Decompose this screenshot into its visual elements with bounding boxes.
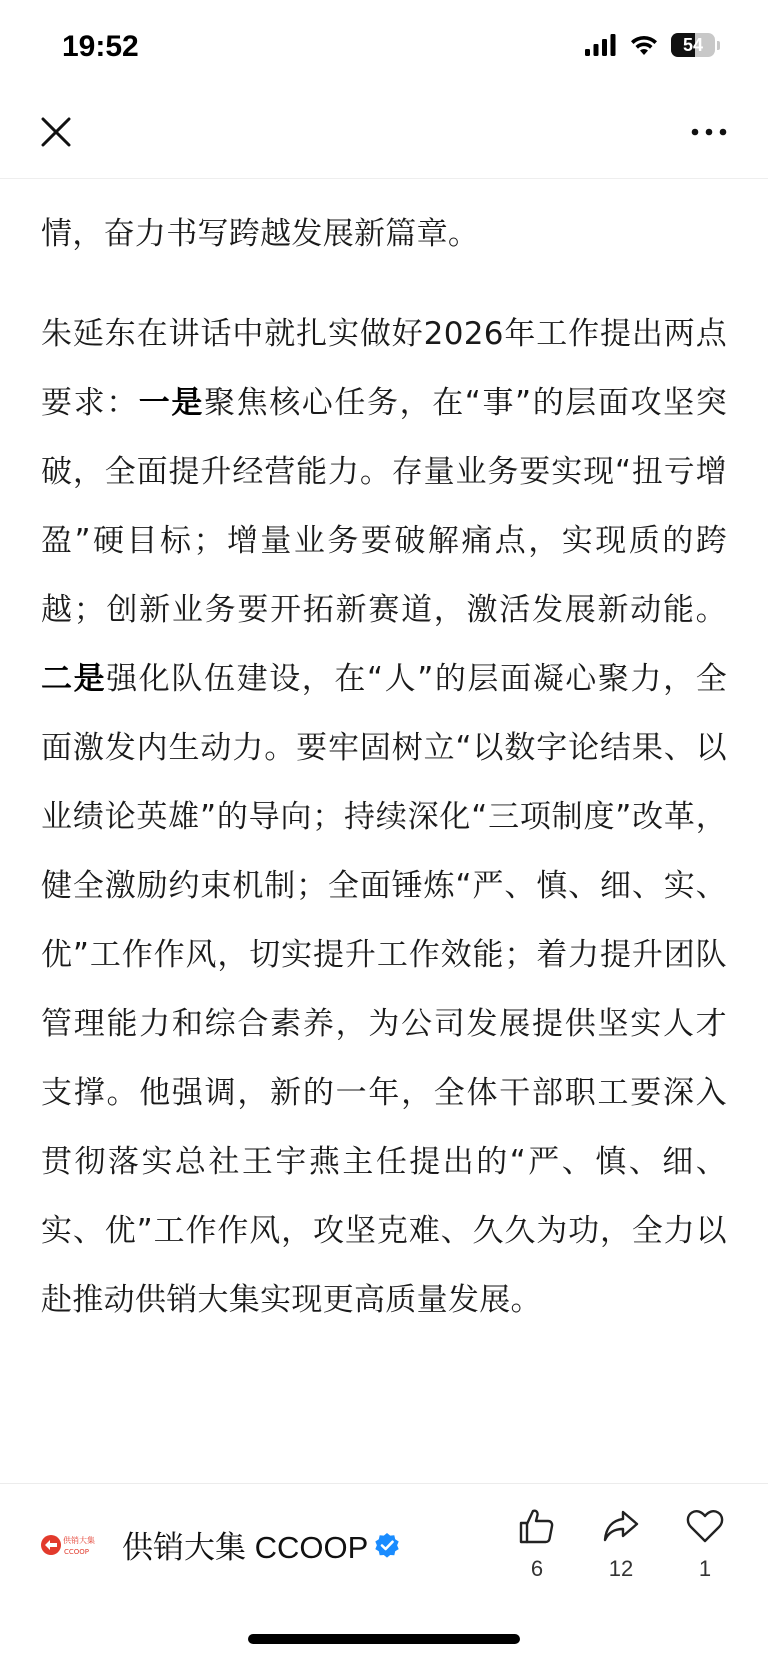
nav-bar: [0, 92, 768, 179]
article-paragraph: 情，奋力书写跨越发展新篇章。: [41, 216, 480, 252]
favorite-button[interactable]: [663, 1506, 747, 1582]
bold-keyword: 二是: [41, 661, 107, 697]
status-bar: [0, 0, 768, 92]
status-time: 19:52: [62, 30, 139, 63]
battery-level: 54: [682, 35, 704, 55]
logo-text-bottom: CCOOP: [64, 1547, 90, 1556]
article-paragraph: [41, 300, 727, 1335]
article-body: [41, 178, 727, 1482]
more-options-button[interactable]: [684, 110, 734, 154]
article-actions: [495, 1506, 747, 1582]
status-icons: [585, 33, 720, 57]
share-icon: [601, 1506, 641, 1546]
wifi-icon: [629, 34, 659, 56]
paragraph-text: 聚焦核心任务，在“事”的层面攻坚突破，全面提升经营能力。存量业务要实现“扭亏增盈”硬目标；增量业务要破解痛点，实现质的跨越；创新业务要开拓新赛道，激活发展新动能。: [41, 385, 727, 628]
heart-icon: [685, 1506, 725, 1546]
share-count: 12: [608, 1556, 634, 1581]
like-button[interactable]: [495, 1506, 579, 1582]
battery-cap: [717, 41, 720, 50]
verified-badge-icon: [374, 1532, 400, 1558]
account-logo: [40, 1531, 102, 1559]
article-footer: [0, 1483, 768, 1664]
favorite-count: 1: [698, 1556, 712, 1581]
account-info[interactable]: [40, 1522, 400, 1567]
paragraph-text: 强化队伍建设，在“人”的层面凝心聚力，全面激发内生动力。要牢固树立“以数字论结果、以业绩论英雄”的导向；持续深化“三项制度”改革，健全激励约束机制；全面锤炼“严、慎、细、实、优”工作作风，切实提升工作效能；着力提升团队管理能力和综合素养，为公司发展提供坚实人才支撑。他强调，新的一年，全体干部职工要深入贯彻落实总社王宇燕主任提出的“严、慎、细、实、优”工作作风，攻坚克难、久久为功，全力以赴推动供销大集实现更高质量发展。: [41, 661, 727, 1318]
home-indicator[interactable]: [248, 1634, 520, 1644]
bold-keyword: 一是: [138, 385, 204, 421]
like-count: 6: [530, 1556, 544, 1581]
close-button[interactable]: [34, 110, 78, 154]
battery-icon: [671, 33, 715, 57]
cellular-signal-icon: [585, 34, 617, 56]
logo-text-top: 供销大集: [63, 1535, 95, 1545]
share-button[interactable]: [579, 1506, 663, 1582]
more-icon: [691, 128, 727, 136]
account-name: 供销大集 CCOOP: [122, 1530, 369, 1565]
thumbs-up-icon: [517, 1506, 557, 1546]
close-icon: [41, 117, 71, 147]
paragraph-text: 朱延东在讲话中就扎实做好2026年工作提出两点要求：: [41, 316, 727, 421]
